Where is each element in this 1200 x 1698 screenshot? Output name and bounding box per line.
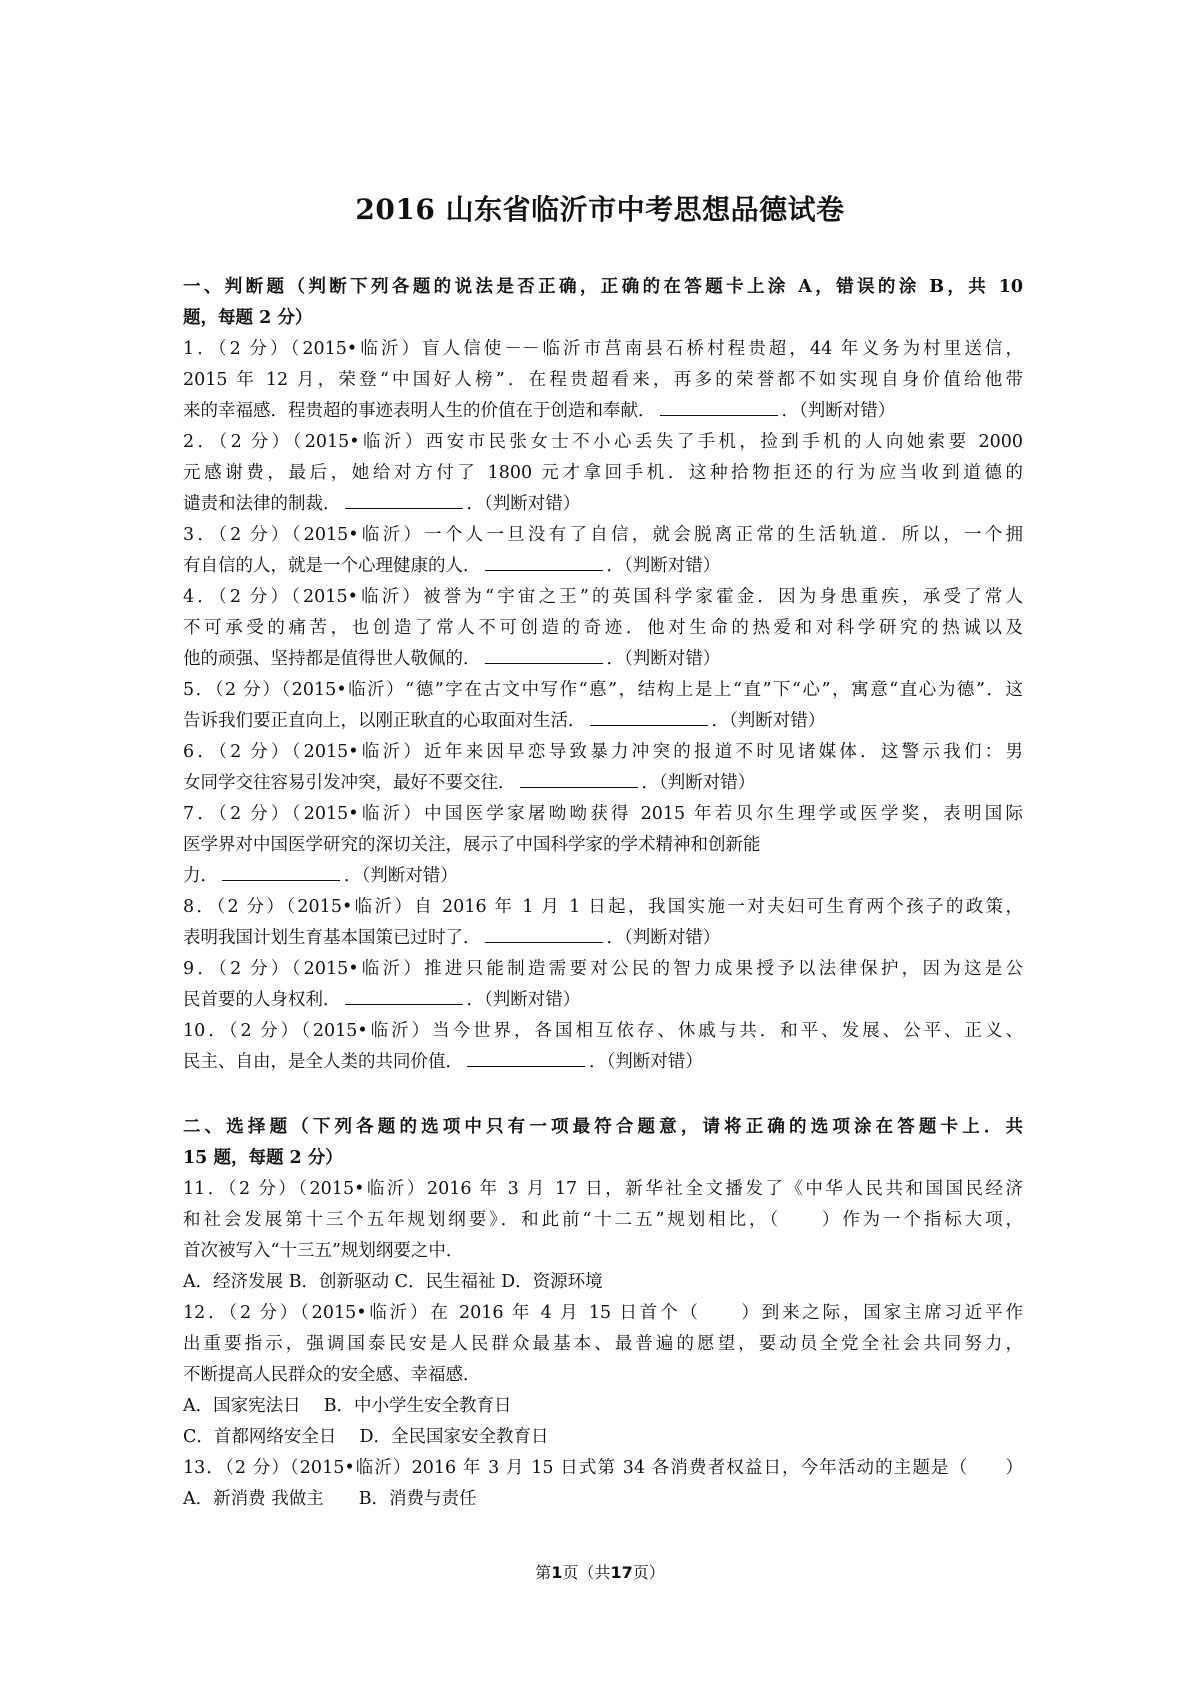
question-text: 元感谢费，最后，她给对方付了 1800 元才拿回手机．这种拾物拒还的行为应当收到道德的 bbox=[183, 463, 1023, 483]
footer-mid: 页（共 bbox=[562, 1563, 611, 1582]
question-7 bbox=[183, 799, 1023, 892]
question-text: 8．（2 分）（2015•临沂）自 2016 年 1 月 1 日起，我国实施一对夫妇可生育两个孩子的政策， bbox=[183, 897, 1023, 917]
question-4 bbox=[183, 582, 1023, 675]
question-10 bbox=[183, 1016, 1023, 1078]
answer-blank bbox=[660, 397, 778, 416]
question-options: A．经济发展 B．创新驱动 C．民生福祉 D．资源环境 bbox=[183, 1272, 603, 1292]
question-5 bbox=[183, 675, 1023, 737]
section2-heading-cont: 15 题，每题 2 分） bbox=[183, 1148, 343, 1168]
question-text: 力． bbox=[183, 866, 218, 886]
question-9 bbox=[183, 954, 1023, 1016]
page-number: 1 bbox=[551, 1563, 563, 1582]
question-text: 来的幸福感．程贵超的事迹表明人生的价值在于创造和奉献． bbox=[183, 401, 656, 421]
question-text: 表明我国计划生育基本国策已过时了． bbox=[183, 928, 481, 948]
answer-blank bbox=[520, 769, 638, 788]
question-text: 民首要的人身权利． bbox=[183, 990, 341, 1010]
question-text: 3．（2 分）（2015•临沂）一个人一旦没有了自信，就会脱离正常的生活轨道．所以，一个拥 bbox=[183, 525, 1023, 545]
question-text: 和社会发展第十三个五年规划纲要》．和此前“十二五”规划相比，（ ）作为一个指标大项， bbox=[183, 1210, 1023, 1230]
question-text: 1．（2 分）（2015•临沂）盲人信使－－临沂市莒南县石桥村程贵超，44 年义务为村里送信， bbox=[183, 339, 1023, 359]
question-text: 他的顽强、坚持都是值得世人敬佩的． bbox=[183, 649, 481, 669]
question-suffix: ．（判断对错） bbox=[606, 649, 721, 669]
question-suffix: ．（判断对错） bbox=[466, 494, 581, 514]
question-12 bbox=[183, 1298, 1023, 1453]
question-text: 出重要指示，强调国泰民安是人民群众最基本、最普遍的愿望，要动员全党全社会共同努力， bbox=[183, 1334, 1023, 1354]
question-suffix: ．（判断对错） bbox=[344, 866, 458, 886]
question-text: 12．（2 分）（2015•临沂）在 2016 年 4 月 15 日首个（ ）到来之际，国家主席习近平作 bbox=[183, 1303, 1023, 1323]
question-suffix: ．（判断对错） bbox=[466, 990, 581, 1010]
question-suffix: ．（判断对错） bbox=[781, 401, 896, 421]
page-footer bbox=[0, 1560, 1200, 1583]
question-13 bbox=[183, 1453, 1023, 1515]
question-text: 民主、自由，是全人类的共同价值． bbox=[183, 1052, 463, 1072]
answer-blank bbox=[467, 1048, 585, 1067]
total-pages: 17 bbox=[610, 1563, 633, 1582]
question-text: 2．（2 分）（2015•临沂）西安市民张女士不小心丢失了手机，捡到手机的人向她索要 2000 bbox=[183, 432, 1023, 452]
question-text: 有自信的人，就是一个心理健康的人． bbox=[183, 556, 481, 576]
question-2 bbox=[183, 427, 1023, 520]
question-text: 不断提高人民群众的安全感、幸福感． bbox=[183, 1365, 481, 1385]
question-6 bbox=[183, 737, 1023, 799]
question-3 bbox=[183, 520, 1023, 582]
question-text: 2015 年 12 月，荣登“中国好人榜”．在程贵超看来，再多的荣誉都不如实现自身价值给他带 bbox=[183, 370, 1023, 390]
answer-blank bbox=[485, 552, 603, 571]
question-text: 6．（2 分）（2015•临沂）近年来因早恋导致暴力冲突的报道不时见诸媒体．这警示我们：男 bbox=[183, 742, 1023, 762]
question-text: 女同学交往容易引发冲突，最好不要交往． bbox=[183, 773, 516, 793]
question-options: A．国家宪法日 B．中小学生安全教育日 bbox=[183, 1396, 512, 1416]
question-suffix: ．（判断对错） bbox=[711, 711, 826, 731]
question-8 bbox=[183, 892, 1023, 954]
section1-heading: 一、判断题（判断下列各题的说法是否正确，正确的在答题卡上涂 A，错误的涂 B，共 10 bbox=[183, 277, 1023, 297]
footer-suffix: 页） bbox=[632, 1563, 665, 1582]
footer-prefix: 第 bbox=[535, 1563, 552, 1582]
answer-blank bbox=[485, 924, 603, 943]
question-suffix: ．（判断对错） bbox=[606, 928, 721, 948]
question-suffix: ．（判断对错） bbox=[606, 556, 721, 576]
exam-content bbox=[183, 272, 1023, 1515]
question-text: 10．（2 分）（2015•临沂）当今世界，各国相互依存、休戚与共．和平、发展、公平、正义、 bbox=[183, 1021, 1023, 1041]
answer-blank bbox=[222, 862, 340, 881]
answer-blank bbox=[345, 490, 463, 509]
page-title: 2016 山东省临沂市中考思想品德试卷 bbox=[355, 193, 845, 226]
question-text: 5．（2 分）（2015•临沂）“德”字在古文中写作“悳”，结构上是上“直”下“心”，寓意“直心为德”．这 bbox=[183, 680, 1023, 700]
question-text: 首次被写入“十三五”规划纲要之中． bbox=[183, 1241, 464, 1261]
question-options: A．新消费 我做主 B．消费与责任 bbox=[183, 1489, 477, 1509]
section-spacer bbox=[183, 1078, 1023, 1112]
question-text: 不可承受的痛苦，也创造了常人不可创造的奇迹．他对生命的热爱和对科学研究的热诚以及 bbox=[183, 618, 1023, 638]
question-text: 医学界对中国医学研究的深切关注，展示了中国科学家的学术精神和创新能 bbox=[183, 835, 761, 855]
section1-heading-cont: 题，每题 2 分） bbox=[183, 308, 313, 328]
question-text: 告诉我们要正直向上，以刚正耿直的心取面对生活． bbox=[183, 711, 586, 731]
question-text: 11．（2 分）（2015•临沂）2016 年 3 月 17 日，新华社全文播发了《中华人民共和国国民经济 bbox=[183, 1179, 1023, 1199]
question-1 bbox=[183, 334, 1023, 427]
answer-blank bbox=[485, 645, 603, 664]
question-11 bbox=[183, 1174, 1023, 1298]
question-text: 9．（2 分）（2015•临沂）推进只能制造需要对公民的智力成果授予以法律保护，因为这是公 bbox=[183, 959, 1023, 979]
question-text: 谴责和法律的制裁． bbox=[183, 494, 341, 514]
question-suffix: ．（判断对错） bbox=[589, 1052, 703, 1072]
answer-blank bbox=[345, 986, 463, 1005]
question-text: 4．（2 分）（2015•临沂）被誉为“宇宙之王”的英国科学家霍金．因为身患重疾，承受了常人 bbox=[183, 587, 1023, 607]
question-suffix: ．（判断对错） bbox=[641, 773, 756, 793]
answer-blank bbox=[590, 707, 708, 726]
section2-heading: 二、选择题（下列各题的选项中只有一项最符合题意，请将正确的选项涂在答题卡上．共 bbox=[183, 1117, 1023, 1137]
question-options: C．首都网络安全日 D．全民国家安全教育日 bbox=[183, 1427, 549, 1447]
question-text: 13．（2 分）（2015•临沂）2016 年 3 月 15 日式第 34 各消费者权益日，今年活动的主题是（ ） bbox=[183, 1458, 1023, 1478]
question-text: 7．（2 分）（2015•临沂）中国医学家屠呦呦获得 2015 年若贝尔生理学或医学奖，表明国际 bbox=[183, 804, 1023, 824]
